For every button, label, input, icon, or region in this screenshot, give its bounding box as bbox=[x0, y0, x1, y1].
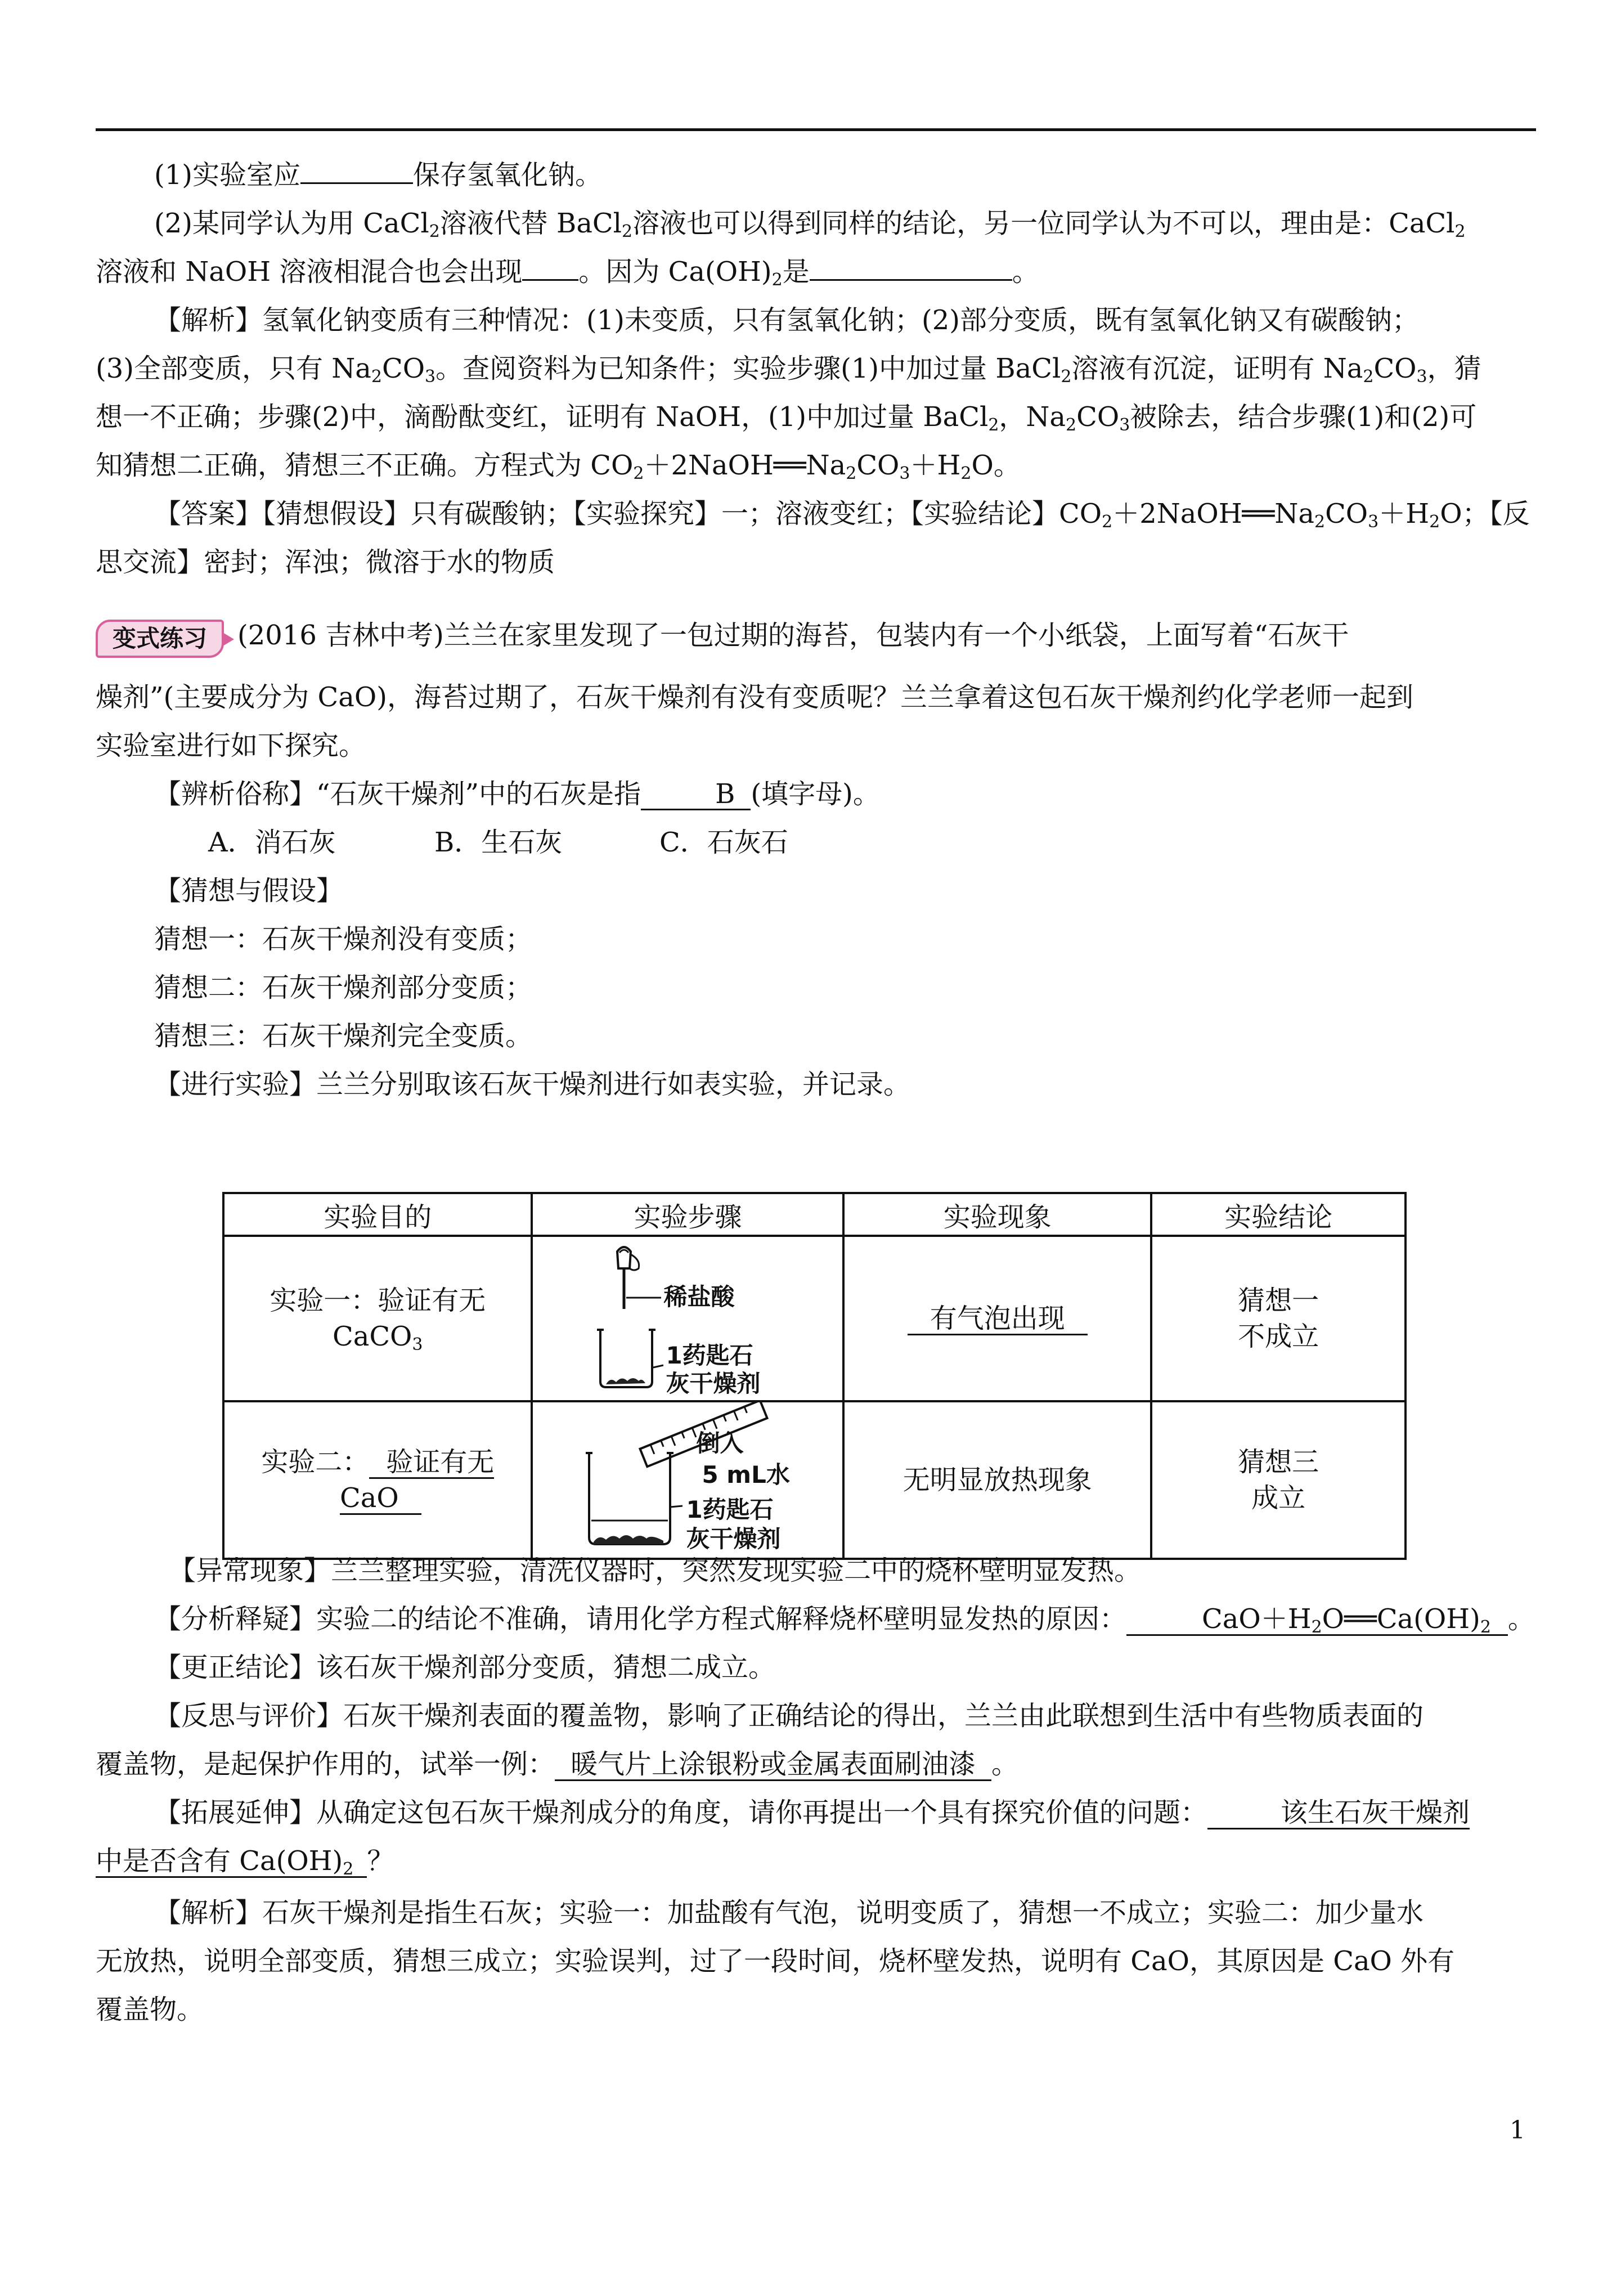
extend-text: 【拓展延伸】从确定这包石灰干燥剂成分的角度，请你再提出一个具有探究价值的问题： bbox=[154, 1797, 1208, 1828]
reflect-text: 。 bbox=[991, 1748, 1019, 1780]
option-a: A．消石灰 bbox=[208, 826, 336, 858]
q1-text-end: 保存氢氧化钠。 bbox=[413, 159, 603, 191]
analysis-text: ＋2NaOH══Na bbox=[644, 450, 846, 481]
subscript: 2 bbox=[371, 367, 382, 387]
subscript: 3 bbox=[425, 367, 436, 387]
answer-1-line2: 思交流】密封；浑浊；微溶于水的物质 bbox=[96, 546, 555, 578]
formula-text: CaCO bbox=[332, 1321, 412, 1352]
subscript: 3 bbox=[1368, 512, 1379, 532]
subscript: 3 bbox=[1119, 415, 1130, 435]
analysis-text: CO bbox=[1373, 353, 1417, 384]
hypothesis-3: 猜想三：石灰干燥剂完全变质。 bbox=[154, 1020, 533, 1052]
subscript: 2 bbox=[1480, 1617, 1491, 1637]
fig-label: 5 mL水 bbox=[702, 1461, 790, 1488]
q2-text: 。 bbox=[1012, 256, 1039, 288]
hypothesis-2: 猜想二：石灰干燥剂部分变质； bbox=[154, 971, 533, 1003]
reflection: 【反思与评价】石灰干燥剂表面的覆盖物，影响了正确结论的得出，兰兰由此联想到生活中有些物质表面的 bbox=[154, 1700, 1424, 1732]
analysis-text: ，Na bbox=[999, 401, 1066, 433]
analysis-1-line3 bbox=[96, 393, 1536, 441]
formula-text: CaO＋H bbox=[1202, 1603, 1312, 1635]
abnormal-phenomenon: 【异常现象】兰兰整理实验，清洗仪器时，突然发现实验二中的烧杯壁明显发热。 bbox=[169, 1555, 1142, 1586]
option-c: C．石灰石 bbox=[659, 826, 788, 858]
analysis-text: 。查阅资料为已知条件；实验步骤(1)中加过量 BaCl bbox=[435, 353, 1061, 384]
subscript: 2 bbox=[1314, 512, 1326, 532]
table-header: 实验目的 bbox=[223, 1193, 532, 1236]
row2-steps bbox=[532, 1401, 843, 1559]
options-row bbox=[96, 818, 1536, 867]
fig-label: 灰干燥剂 bbox=[686, 1525, 781, 1553]
analysis-text: 被除去，结合步骤(1)和(2)可 bbox=[1130, 401, 1477, 433]
table-header-row bbox=[223, 1193, 1406, 1236]
subscript: 2 bbox=[1311, 1617, 1322, 1637]
q2-text: 是 bbox=[782, 256, 810, 288]
analysis-text: CO bbox=[381, 353, 425, 384]
analysis-text: O。 bbox=[971, 450, 1021, 481]
conclusion-text: 猜想一 bbox=[1238, 1285, 1319, 1316]
analysis-explain bbox=[96, 1595, 1536, 1643]
experiment-intro: 【进行实验】兰兰分别取该石灰干燥剂进行如表实验，并记录。 bbox=[154, 1068, 911, 1100]
reflection-line2 bbox=[96, 1740, 1536, 1788]
identify-text: 【辨析俗称】“石灰干燥剂”中的石灰是指 bbox=[154, 778, 641, 810]
subscript: 2 bbox=[1061, 367, 1072, 387]
purpose-text: 实验一：验证有无 bbox=[270, 1285, 486, 1316]
analysis-1-line4 bbox=[96, 441, 1536, 490]
hypothesis-title: 【猜想与假设】 bbox=[154, 875, 344, 907]
subscript: 2 bbox=[960, 464, 972, 483]
subscript: 3 bbox=[1416, 367, 1427, 387]
explain-answer bbox=[1126, 1604, 1508, 1636]
question-2 bbox=[96, 199, 1536, 248]
extension bbox=[96, 1788, 1536, 1837]
analysis-1-line2 bbox=[96, 344, 1536, 393]
table-row bbox=[223, 1401, 1406, 1559]
subscript: 3 bbox=[412, 1335, 423, 1355]
purpose-answer: CaO bbox=[340, 1483, 421, 1515]
purpose-answer: 验证有无 bbox=[369, 1447, 494, 1479]
extend-answer bbox=[96, 1846, 367, 1878]
extension-line2 bbox=[96, 1837, 1536, 1885]
q2-blank-2 bbox=[810, 252, 1012, 281]
q2-text: 。因为 Ca(OH) bbox=[578, 256, 772, 288]
variant-line2: 燥剂”(主要成分为 CaO)，海苔过期了，石灰干燥剂有没有变质呢？兰兰拿着这包石灰干燥剂约化学老师一起到 bbox=[96, 681, 1413, 713]
subscript: 2 bbox=[622, 222, 633, 241]
q1-text: (1)实验室应 bbox=[154, 159, 300, 191]
answer-text: O；【反 bbox=[1440, 498, 1530, 530]
document-body-lower bbox=[96, 1546, 1536, 2034]
answer-text: 【答案】【猜想假设】只有碳酸钠；【实验探究】一；溶液变红；【实验结论】CO bbox=[154, 498, 1102, 530]
subscript: 2 bbox=[1454, 222, 1466, 241]
table-header: 实验结论 bbox=[1151, 1193, 1406, 1236]
analysis-2: 【解析】石灰干燥剂是指生石灰；实验一：加盐酸有气泡，说明变质了，猜想一不成立；实验二：加少量水 bbox=[154, 1897, 1424, 1929]
row2-phenomenon: 无明显放热现象 bbox=[843, 1401, 1151, 1559]
table-header: 实验现象 bbox=[843, 1193, 1151, 1236]
purpose-text: 实验二： bbox=[261, 1446, 370, 1478]
identify-answer: B bbox=[641, 779, 751, 811]
analysis-text: (3)全部变质，只有 Na bbox=[96, 353, 371, 384]
variant-exercise bbox=[96, 611, 1536, 662]
subscript: 2 bbox=[1363, 367, 1374, 387]
subscript: 2 bbox=[988, 415, 999, 435]
conclusion-text: 成立 bbox=[1251, 1482, 1306, 1514]
subscript: 2 bbox=[1066, 415, 1077, 435]
question-2-cont bbox=[96, 248, 1536, 296]
document-body bbox=[96, 152, 1536, 1109]
analysis-text: 溶液有沉淀，证明有 Na bbox=[1071, 353, 1363, 384]
answer-text: ＋2NaOH══Na bbox=[1112, 498, 1314, 530]
row1-purpose bbox=[223, 1236, 532, 1401]
variant-text: (2016 吉林中考)兰兰在家里发现了一包过期的海苔，包装内有一个小纸袋，上面写着“石灰干 bbox=[237, 620, 1349, 651]
subscript: 2 bbox=[846, 464, 857, 483]
variant-badge bbox=[96, 613, 234, 662]
fig-label: 稀盐酸 bbox=[663, 1283, 735, 1311]
q2-blank-1 bbox=[522, 252, 578, 281]
identify-question bbox=[96, 770, 1536, 818]
page-number: 1 bbox=[1510, 2116, 1525, 2145]
row2-figure bbox=[533, 1402, 842, 1558]
subscript: 2 bbox=[633, 464, 644, 483]
fig-label: 1药匙石 bbox=[666, 1342, 753, 1369]
row1-figure bbox=[533, 1237, 842, 1400]
fig-label: 灰干燥剂 bbox=[666, 1370, 761, 1397]
row2-purpose bbox=[223, 1401, 532, 1559]
q2-text: 溶液代替 BaCl bbox=[439, 208, 622, 239]
formula-text: 中是否含有 Ca(OH) bbox=[96, 1845, 343, 1877]
answer-1 bbox=[96, 490, 1536, 538]
experiment-table bbox=[222, 1192, 1407, 1560]
fig-label: 1药匙石 bbox=[686, 1496, 774, 1523]
q1-blank bbox=[300, 155, 413, 184]
extend-text: ？ bbox=[367, 1845, 394, 1877]
question-1 bbox=[96, 151, 1536, 199]
analysis-text: 知猜想二正确，猜想三不正确。方程式为 CO bbox=[96, 450, 634, 481]
badge-arrow-icon bbox=[223, 633, 234, 646]
variant-line3: 实验室进行如下探究。 bbox=[96, 729, 366, 761]
conclusion-text: 不成立 bbox=[1238, 1321, 1319, 1352]
formula-text: O══Ca(OH) bbox=[1322, 1603, 1480, 1635]
subscript: 2 bbox=[1102, 512, 1113, 532]
answer-text: CO bbox=[1325, 498, 1368, 530]
table-row bbox=[223, 1236, 1406, 1401]
reflect-text: 覆盖物，是起保护作用的，试举一例： bbox=[96, 1748, 555, 1780]
subscript: 3 bbox=[899, 464, 910, 483]
analysis-1: 【解析】氢氧化钠变质有三种情况：(1)未变质，只有氢氧化钠；(2)部分变质，既有氢氧化钠又有碳酸钠； bbox=[154, 304, 1419, 336]
analysis-2-line3: 覆盖物。 bbox=[96, 1994, 204, 2025]
purpose-formula bbox=[224, 1319, 531, 1355]
explain-text: 。 bbox=[1507, 1603, 1535, 1635]
reflect-answer: 暖气片上涂银粉或金属表面刷油漆 bbox=[555, 1750, 991, 1781]
q2-text: 溶液也可以得到同样的结论，另一位同学认为不可以，理由是：CaCl bbox=[632, 208, 1455, 239]
answer-text: ＋H bbox=[1378, 498, 1430, 530]
conclusion-text: 猜想三 bbox=[1238, 1446, 1319, 1478]
identify-text: (填字母)。 bbox=[751, 778, 880, 810]
corrected-conclusion: 【更正结论】该石灰干燥剂部分变质，猜想二成立。 bbox=[154, 1652, 776, 1683]
subscript: 2 bbox=[343, 1859, 354, 1879]
q2-text: 溶液和 NaOH 溶液相混合也会出现 bbox=[96, 256, 523, 288]
subscript: 2 bbox=[429, 222, 440, 241]
table-header: 实验步骤 bbox=[532, 1193, 843, 1236]
row1-phenomenon bbox=[843, 1236, 1151, 1401]
analysis-text: ，猜 bbox=[1427, 353, 1481, 384]
row2-conclusion bbox=[1151, 1401, 1406, 1559]
q2-text: (2)某同学认为用 CaCl bbox=[154, 208, 429, 239]
row1-conclusion bbox=[1151, 1236, 1406, 1401]
explain-text: 【分析释疑】实验二的结论不准确，请用化学方程式解释烧杯壁明显发热的原因： bbox=[154, 1603, 1127, 1635]
hypothesis-1: 猜想一：石灰干燥剂没有变质； bbox=[154, 923, 533, 955]
analysis-text: ＋H bbox=[910, 450, 961, 481]
fig-label: 倒入 bbox=[696, 1429, 744, 1457]
subscript: 2 bbox=[1429, 512, 1440, 532]
analysis-text: CO bbox=[856, 450, 900, 481]
variant-badge-label: 变式练习 bbox=[96, 620, 224, 658]
analysis-text: CO bbox=[1076, 401, 1120, 433]
row1-steps bbox=[532, 1236, 843, 1401]
analysis-2-line2: 无放热，说明全部变质，猜想三成立；实验误判，过了一段时间，烧杯壁发热，说明有 CaO，其原因是 CaO 外有 bbox=[96, 1945, 1455, 1977]
phenomenon-answer: 有气泡出现 bbox=[908, 1304, 1088, 1335]
extend-answer: 该生石灰干燥剂 bbox=[1207, 1798, 1470, 1829]
option-b: B．生石灰 bbox=[434, 826, 563, 858]
header-rule bbox=[96, 128, 1536, 131]
subscript: 2 bbox=[771, 270, 783, 290]
analysis-text: 想一不正确；步骤(2)中，滴酚酞变红，证明有 NaOH，(1)中加过量 BaCl bbox=[96, 401, 989, 433]
